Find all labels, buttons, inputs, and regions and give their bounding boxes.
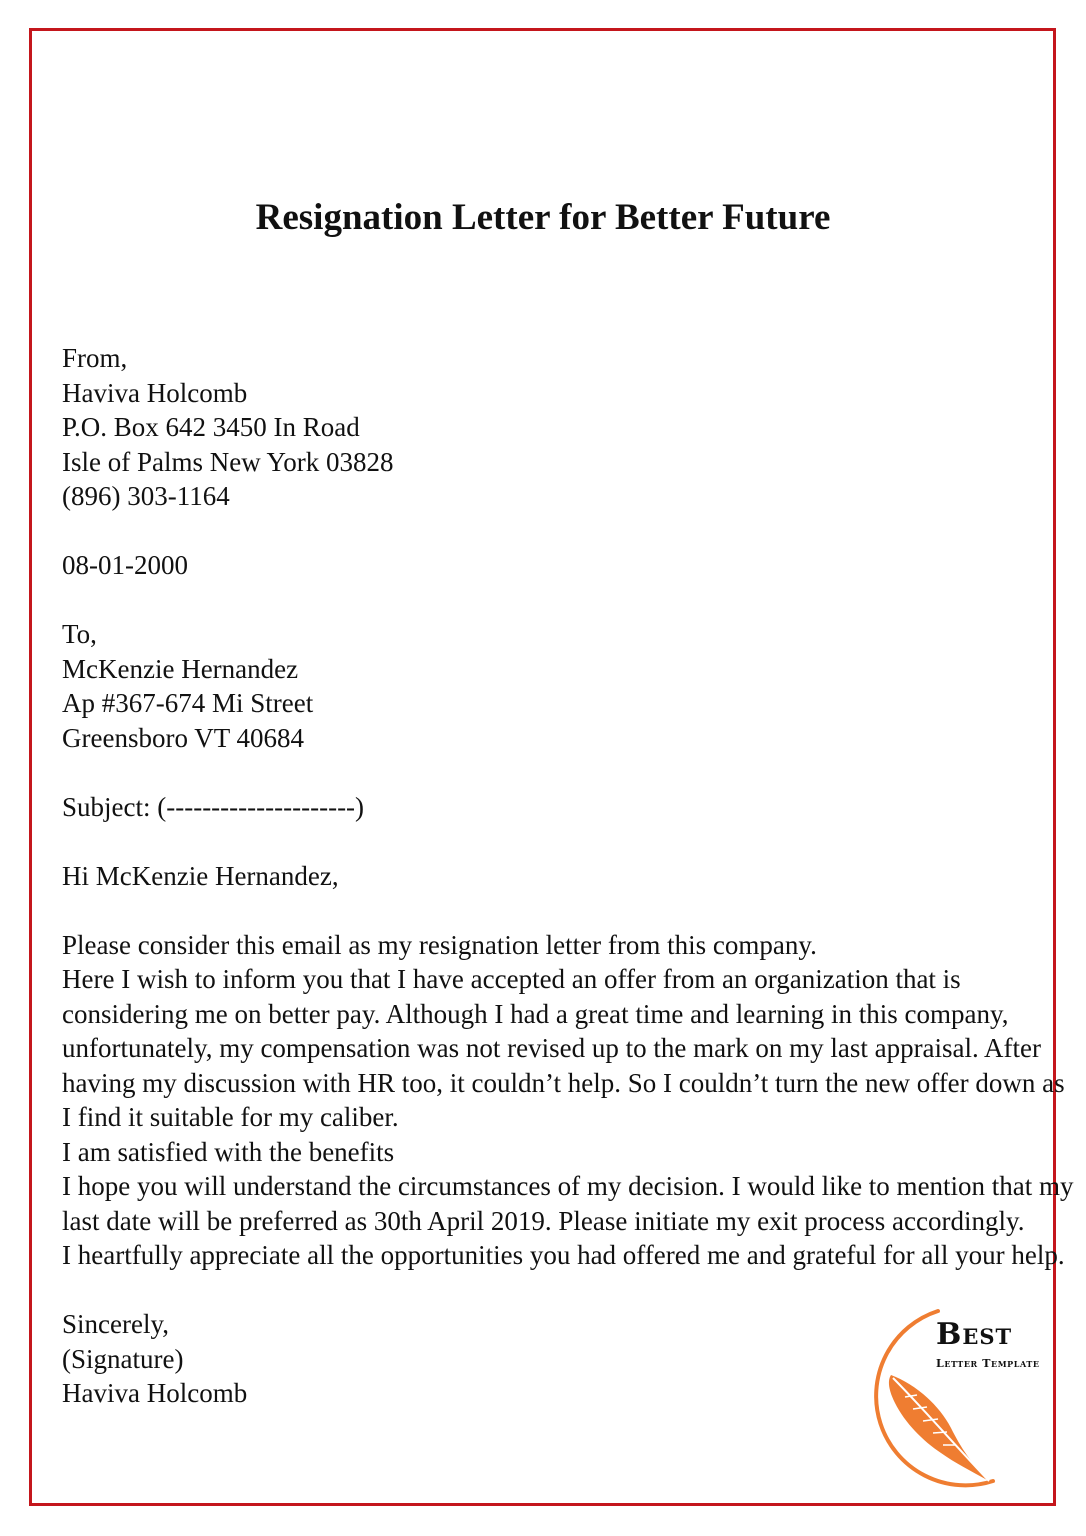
subject-block xyxy=(62,790,1032,825)
body-paragraph xyxy=(62,928,1074,1273)
sender-name: Haviva Holcomb xyxy=(62,377,248,408)
body-line: I hope you will understand the circumstances of my decision. I would like to mention that my xyxy=(62,1171,1074,1201)
letter-date: 08-01-2000 xyxy=(62,550,188,580)
recipient-name: McKenzie Hernandez xyxy=(62,653,299,684)
letter-title: Resignation Letter for Better Future xyxy=(255,197,831,238)
logo-subtitle: Letter Template xyxy=(936,1357,1040,1370)
letter-body xyxy=(62,341,1074,1445)
body-line: last date will be preferred as 30th April 2019. Please initiate my exit process accordingly. xyxy=(62,1205,1025,1236)
sign-off: Sincerely, xyxy=(62,1309,169,1339)
logo-title: Best xyxy=(936,1317,1013,1352)
subject-line: Subject: (---------------------) xyxy=(62,791,365,822)
greeting: Hi McKenzie Hernandez, xyxy=(62,860,339,891)
body-line: I heartfully appreciate all the opportunities you had offered me and grateful for all your help. xyxy=(62,1240,1065,1270)
signature-placeholder: (Signature) xyxy=(62,1343,184,1374)
best-letter-template-logo xyxy=(843,1303,1053,1493)
body-line: unfortunately, my compensation was not revised up to the mark on my last appraisal. After xyxy=(62,1033,1042,1063)
from-label: From, xyxy=(62,343,128,373)
sender-address-line1: P.O. Box 642 3450 In Road xyxy=(62,412,360,442)
to-label: To, xyxy=(62,619,97,649)
sender-address-line2: Isle of Palms New York 03828 xyxy=(62,446,394,477)
body-line: considering me on better pay. Although I had a great time and learning in this company, xyxy=(62,998,1009,1029)
sender-block xyxy=(62,341,1032,514)
body-line: Here I wish to inform you that I have accepted an offer from an organization that is xyxy=(62,964,961,994)
greeting-block xyxy=(62,859,1032,894)
body-line: I am satisfied with the benefits xyxy=(62,1136,395,1167)
date-block xyxy=(62,548,1032,583)
body-line: having my discussion with HR too, it couldn’t help. So I couldn’t turn the new offer down as xyxy=(62,1067,1065,1098)
body-line: I find it suitable for my caliber. xyxy=(62,1102,399,1132)
closing-name: Haviva Holcomb xyxy=(62,1378,248,1408)
body-line: Please consider this email as my resignation letter from this company. xyxy=(62,929,817,960)
recipient-address-line2: Greensboro VT 40684 xyxy=(62,722,304,753)
sender-phone: (896) 303-1164 xyxy=(62,481,230,511)
recipient-block xyxy=(62,617,1032,755)
recipient-address-line1: Ap #367-674 Mi Street xyxy=(62,688,314,718)
